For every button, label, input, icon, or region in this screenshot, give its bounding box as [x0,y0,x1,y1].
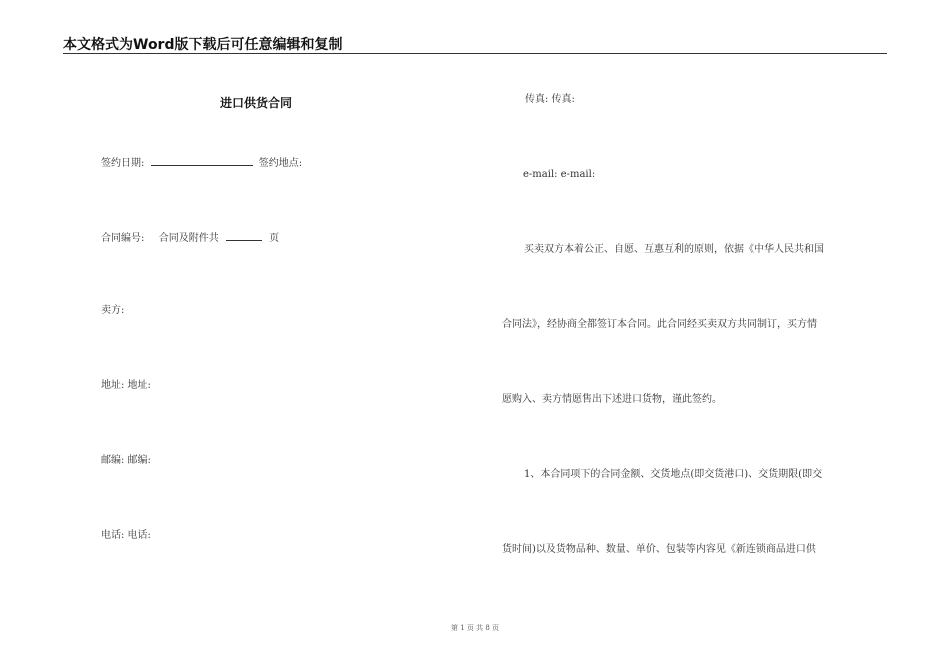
paragraph-1-line-1: 买卖双方本着公正、自愿、互惠互利的原则，依据《中华人民共和国 [524,244,824,255]
document-title: 进口供货合同 [220,96,293,110]
page-number: 第 1 页 共 8 页 [450,624,500,632]
attachments-prefix: 合同及附件共 [158,233,219,244]
paragraph-1-line-2: 合同法》，经协商全都签订本合同。此合同经买卖双方共同制订，买方情 [502,319,817,330]
sign-date-blank [151,155,253,166]
sign-place-label: 签约地点: [258,158,303,169]
contract-no-label: 合同编号: [101,233,145,244]
paragraph-2-line-1: 1、本合同项下的合同金额、交货地点(即交货港口)、交货期限(即交 [524,469,823,480]
sign-date-label: 签约日期: [101,158,145,169]
paragraph-2-line-2: 货时间)以及货物品种、数量、单价、包装等内容见《新连锁商品进口供 [502,544,816,555]
postcode-line: 邮编: 邮编: [101,455,151,466]
address-line: 地址: 地址: [101,380,151,391]
seller-label: 卖方: [101,305,125,316]
phone-line: 电话: 电话: [101,530,151,541]
paragraph-1-line-3: 愿购入、卖方情愿售出下述进口货物，谨此签约。 [502,394,722,405]
attachments-suffix: 页 [269,233,280,244]
header-title: 本文格式为Word版下载后可任意编辑和复制 [63,37,343,53]
header-divider [63,53,887,54]
attachments-page-blank [226,230,262,241]
contract-no-line [101,230,279,245]
email-line: e-mail: e-mail: [523,169,596,180]
fax-line: 传真: 传真: [525,94,575,105]
sign-date-line [101,155,302,170]
